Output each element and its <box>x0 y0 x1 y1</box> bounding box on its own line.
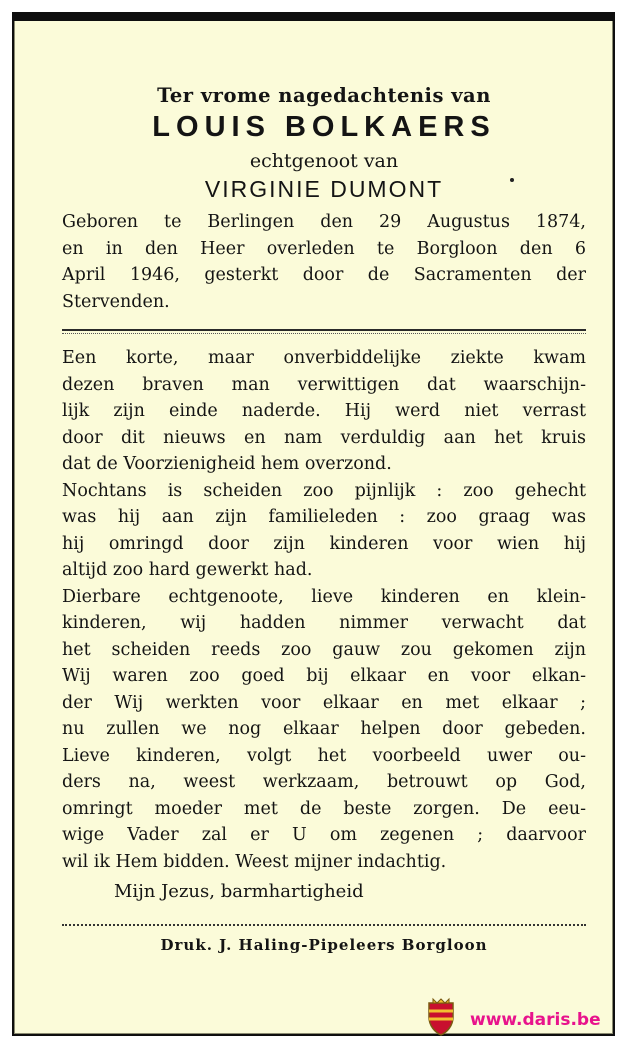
text-line: Lieve kinderen, volgt het voorbeeld uwer ou- <box>62 745 586 766</box>
memorial-card <box>12 12 615 1036</box>
section-divider <box>62 329 586 331</box>
footer-divider <box>62 924 586 926</box>
text-line: ders na, weest werkzaam, betrouwt op God, <box>62 772 586 792</box>
text-line: omringt moeder met de beste zorgen. De eeu- <box>62 798 586 819</box>
text-line: door dit nieuws en nam verduldig aan het kruis <box>62 427 586 448</box>
deceased-name: LOUIS BOLKAERS <box>152 111 496 143</box>
text-line: was hij aan zijn familieleden : zoo graag was <box>62 507 586 527</box>
watermark-site: www.daris.be <box>470 1010 601 1030</box>
text-line: Dierbare echtgenoote, lieve kinderen en klein- <box>62 586 586 607</box>
text-line: dezen braven man verwittigen dat waarschijn- <box>62 374 586 395</box>
biography-line: en in den Heer overleden te Borgloon den 6 <box>62 238 586 259</box>
text-line: lijk zijn einde naderde. Hij werd niet verrast <box>62 401 586 421</box>
spouse-of-label: echtgenoot van <box>249 150 399 172</box>
closing-prayer: Mijn Jezus, barmhartigheid <box>114 881 364 902</box>
text-line: Nochtans is scheiden zoo pijnlijk : zoo gehecht <box>62 480 586 501</box>
text-line: wige Vader zal er U om zegenen ; daarvoor <box>62 825 586 845</box>
top-border-band <box>14 14 613 21</box>
memorial-heading: Ter vrome nagedachtenis van <box>157 84 491 107</box>
text-line: het scheiden reeds zoo gauw zou gekomen zijn <box>62 639 586 660</box>
biography-line: Stervenden. <box>62 291 170 312</box>
text-line: dat de Voorzienigheid hem overzond. <box>62 454 392 474</box>
ink-speck <box>510 178 514 182</box>
main-text-paragraph <box>62 345 586 875</box>
biography-paragraph <box>62 209 586 315</box>
text-line: nu zullen we nog elkaar helpen door gebeden. <box>62 719 586 739</box>
biography-line: Geboren te Berlingen den 29 Augustus 1874, <box>62 212 586 232</box>
spouse-name: VIRGINIE DUMONT <box>204 176 444 202</box>
text-line: altijd zoo hard gewerkt had. <box>62 560 313 580</box>
text-line: Een korte, maar onverbiddelijke ziekte kwam <box>62 348 586 368</box>
heraldic-shield-icon <box>425 997 457 1037</box>
text-line: Wij waren zoo goed bij elkaar en voor elkan- <box>62 666 586 686</box>
text-line: wil ik Hem bidden. Weest mijner indachtig. <box>62 851 447 872</box>
text-line: der Wij werkten voor elkaar en met elkaar ; <box>62 692 586 713</box>
text-line: kinderen, wij hadden nimmer verwacht dat <box>62 613 586 633</box>
printer-credit: Druk. J. Haling-Pipeleers Borgloon <box>160 936 488 954</box>
biography-line: April 1946, gesterkt door de Sacramenten der <box>62 265 586 285</box>
card-content <box>62 84 586 954</box>
text-line: hij omringd door zijn kinderen voor wien hij <box>62 533 586 554</box>
